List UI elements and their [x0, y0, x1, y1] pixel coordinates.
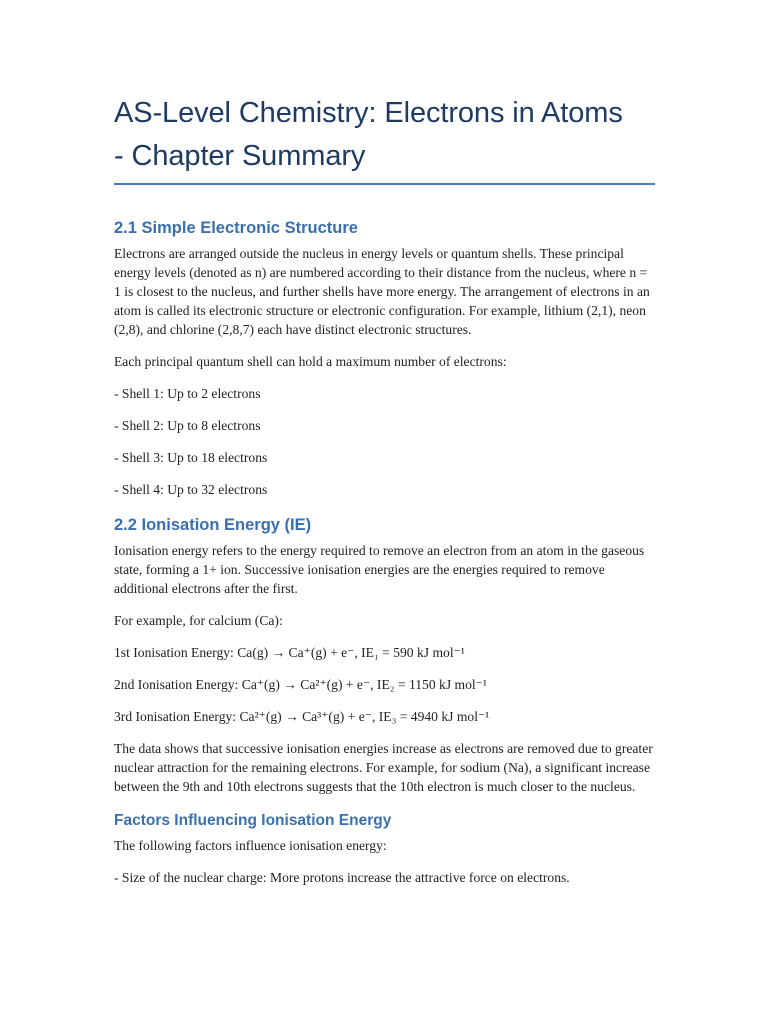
shell-list-item: - Shell 2: Up to 8 electrons: [114, 418, 261, 433]
factors-heading: Factors Influencing Ionisation Energy: [114, 812, 392, 829]
ionisation-energy-line-2: [114, 675, 654, 694]
factor-list-item: - Size of the nuclear charge: More protons increase the attractive force on electrons.: [114, 870, 570, 885]
document-page: [114, 92, 654, 900]
document-title-line2: - Chapter Summary: [114, 140, 366, 172]
section-2-2-paragraph-1: Ionisation energy refers to the energy required to remove an electron from an atom in the gaseous state, forming a 1+ ion. Successive ionisation energies are the energies required to remove additional electrons after the first.: [114, 543, 645, 596]
section-2-2-paragraph-2: For example, for calcium (Ca):: [114, 613, 283, 628]
document-title: [114, 92, 654, 183]
ie-label: 2nd Ionisation Energy:: [114, 677, 242, 692]
ie-equation: Ca(g) → Ca⁺(g) + e⁻, IE₁ = 590 kJ mol⁻¹: [237, 645, 465, 660]
shell-list-item: - Shell 4: Up to 32 electrons: [114, 482, 268, 497]
ionisation-energy-line-3: [114, 707, 654, 726]
ie-equation: Ca⁺(g) → Ca²⁺(g) + e⁻, IE₂ = 1150 kJ mol⁻¹: [241, 677, 487, 692]
section-heading-2-1: 2.1 Simple Electronic Structure: [114, 219, 358, 237]
section-2-1-paragraph-1: Electrons are arranged outside the nucleus in energy levels or quantum shells. These principal energy levels (denoted as n) are numbered according to their distance from the nucleus, where n = 1 is closest to the nucleus, and further shells have more energy. The arrangement of electrons in an atom is called its electronic structure or electronic configuration. For example, lithium (2,1), neon (2,8), and chlorine (2,8,7) each have distinct electronic structures.: [114, 246, 650, 337]
ie-label: 1st Ionisation Energy:: [114, 645, 238, 660]
section-heading-2-2: 2.2 Ionisation Energy (IE): [114, 516, 312, 534]
section-2-2-paragraph-3: The data shows that successive ionisation energies increase as electrons are removed due to greater nuclear attraction for the remaining electrons. For example, for sodium (Na), a significant increase between the 9th and 10th electrons suggests that the 10th electron is much closer to the nucleus.: [114, 741, 653, 794]
ionisation-energy-line-1: [114, 643, 654, 662]
title-divider: [114, 183, 655, 185]
ie-label: 3rd Ionisation Energy:: [114, 709, 240, 724]
section-2-1-paragraph-2: Each principal quantum shell can hold a maximum number of electrons:: [114, 354, 507, 369]
shell-list-item: - Shell 3: Up to 18 electrons: [114, 450, 268, 465]
ie-equation: Ca²⁺(g) → Ca³⁺(g) + e⁻, IE₃ = 4940 kJ mol⁻¹: [239, 709, 490, 724]
shell-list-item: - Shell 1: Up to 2 electrons: [114, 386, 261, 401]
factors-intro: The following factors influence ionisation energy:: [114, 838, 387, 853]
document-title-line1: AS-Level Chemistry: Electrons in Atoms: [114, 97, 623, 129]
